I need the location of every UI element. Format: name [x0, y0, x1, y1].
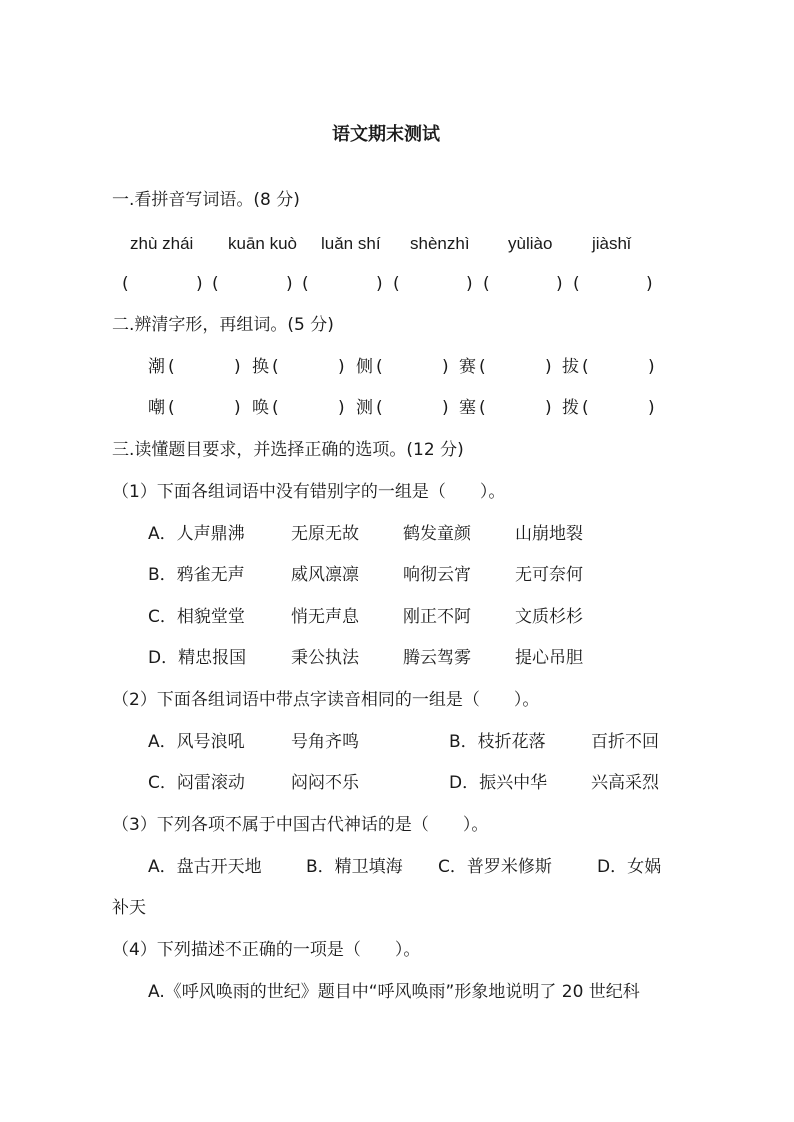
answer-blank-open: (	[272, 357, 279, 377]
question-1-stem: （1）下面各组词语中没有错别字的一组是（ ）。	[112, 482, 506, 502]
answer-blank-close: )	[648, 398, 655, 418]
answer-blank-open: (	[393, 274, 400, 294]
pinyin-item: luǎn shí	[321, 234, 381, 253]
question-3-stem: （3）下列各项不属于中国古代神话的是（ ）。	[112, 815, 489, 835]
pinyin-item: shènzhì	[410, 234, 470, 253]
option-c-word: C．相貌堂堂	[148, 607, 245, 627]
answer-blank-open: (	[376, 357, 383, 377]
option-word: A．盘古开天地	[148, 857, 262, 877]
answer-blank-close: )	[376, 274, 383, 294]
option-word: B．枝折花落	[449, 732, 546, 752]
option-d-word: 秉公执法	[291, 648, 359, 668]
answer-blank-close: )	[442, 398, 449, 418]
pinyin-item: yùliào	[508, 234, 553, 253]
glyph-char: 唤	[252, 398, 269, 418]
section-2-heading: 二.辨清字形，再组词。(5 分)	[112, 315, 334, 335]
answer-blank-close: )	[545, 398, 552, 418]
glyph-char: 潮	[148, 357, 165, 377]
option-a-word: 山崩地裂	[515, 524, 583, 544]
option-word: D．女娲	[597, 857, 662, 877]
glyph-char: 测	[356, 398, 373, 418]
glyph-char: 拨	[562, 398, 579, 418]
option-a-word: 无原无故	[291, 524, 359, 544]
answer-blank-close: )	[338, 357, 345, 377]
option-a-word: A．人声鼎沸	[148, 524, 245, 544]
answer-blank-close: )	[442, 357, 449, 377]
answer-blank-close: )	[286, 274, 293, 294]
option-word: 闷闷不乐	[291, 773, 359, 793]
question-4-option-a: A.《呼风唤雨的世纪》题目中“呼风唤雨”形象地说明了 20 世纪科	[148, 982, 640, 1002]
question-4-stem: （4）下列描述不正确的一项是（ ）。	[112, 940, 421, 960]
answer-blank-open: (	[573, 274, 580, 294]
option-d-word: 腾云驾雾	[403, 648, 471, 668]
option-word: C．闷雷滚动	[148, 773, 245, 793]
glyph-char: 侧	[356, 357, 373, 377]
answer-blank-open: (	[479, 357, 486, 377]
answer-blank-close: )	[338, 398, 345, 418]
option-c-word: 刚正不阿	[403, 607, 471, 627]
section-1-heading: 一.看拼音写词语。(8 分)	[112, 190, 300, 210]
glyph-char: 换	[252, 357, 269, 377]
answer-blank-close: )	[556, 274, 563, 294]
question-2-stem: （2）下面各组词语中带点字读音相同的一组是（ ）。	[112, 690, 540, 710]
answer-blank-open: (	[168, 398, 175, 418]
option-word: A．风号浪吼	[148, 732, 245, 752]
option-word: 兴高采烈	[591, 773, 659, 793]
answer-blank-open: (	[479, 398, 486, 418]
answer-blank-close: )	[545, 357, 552, 377]
option-b-word: 无可奈何	[515, 565, 583, 585]
answer-blank-open: (	[122, 274, 129, 294]
answer-blank-close: )	[466, 274, 473, 294]
answer-blank-open: (	[212, 274, 219, 294]
option-word: 号角齐鸣	[291, 732, 359, 752]
answer-blank-close: )	[234, 398, 241, 418]
answer-blank-close: )	[648, 357, 655, 377]
option-word: B．精卫填海	[306, 857, 403, 877]
section-3-heading: 三.读懂题目要求，并选择正确的选项。(12 分)	[112, 440, 464, 460]
answer-blank-open: (	[272, 398, 279, 418]
answer-blank-open: (	[376, 398, 383, 418]
option-c-word: 文质杉杉	[515, 607, 583, 627]
option-word: C．普罗米修斯	[438, 857, 552, 877]
glyph-char: 拔	[562, 357, 579, 377]
option-b-word: 威风凛凛	[291, 565, 359, 585]
answer-blank-open: (	[302, 274, 309, 294]
option-d-word: 提心吊胆	[515, 648, 583, 668]
glyph-char: 赛	[459, 357, 476, 377]
answer-blank-open: (	[483, 274, 490, 294]
answer-blank-close: )	[646, 274, 653, 294]
glyph-char: 嘲	[148, 398, 165, 418]
option-b-word: 响彻云宵	[403, 565, 471, 585]
answer-blank-open: (	[582, 357, 589, 377]
pinyin-item: jiàshǐ	[592, 234, 631, 253]
pinyin-item: kuān kuò	[228, 234, 297, 253]
option-b-word: B．鸦雀无声	[148, 565, 245, 585]
glyph-char: 塞	[459, 398, 476, 418]
option-c-word: 悄无声息	[291, 607, 359, 627]
option-d-word: D．精忠报国	[148, 648, 247, 668]
question-3-wrap-text: 补天	[112, 898, 146, 918]
option-word: D．振兴中华	[449, 773, 548, 793]
answer-blank-close: )	[234, 357, 241, 377]
answer-blank-close: )	[196, 274, 203, 294]
option-a-word: 鹤发童颜	[403, 524, 471, 544]
option-word: 百折不回	[591, 732, 659, 752]
answer-blank-open: (	[582, 398, 589, 418]
answer-blank-open: (	[168, 357, 175, 377]
page-title: 语文期末测试	[332, 124, 440, 145]
pinyin-item: zhù zhái	[130, 234, 194, 253]
